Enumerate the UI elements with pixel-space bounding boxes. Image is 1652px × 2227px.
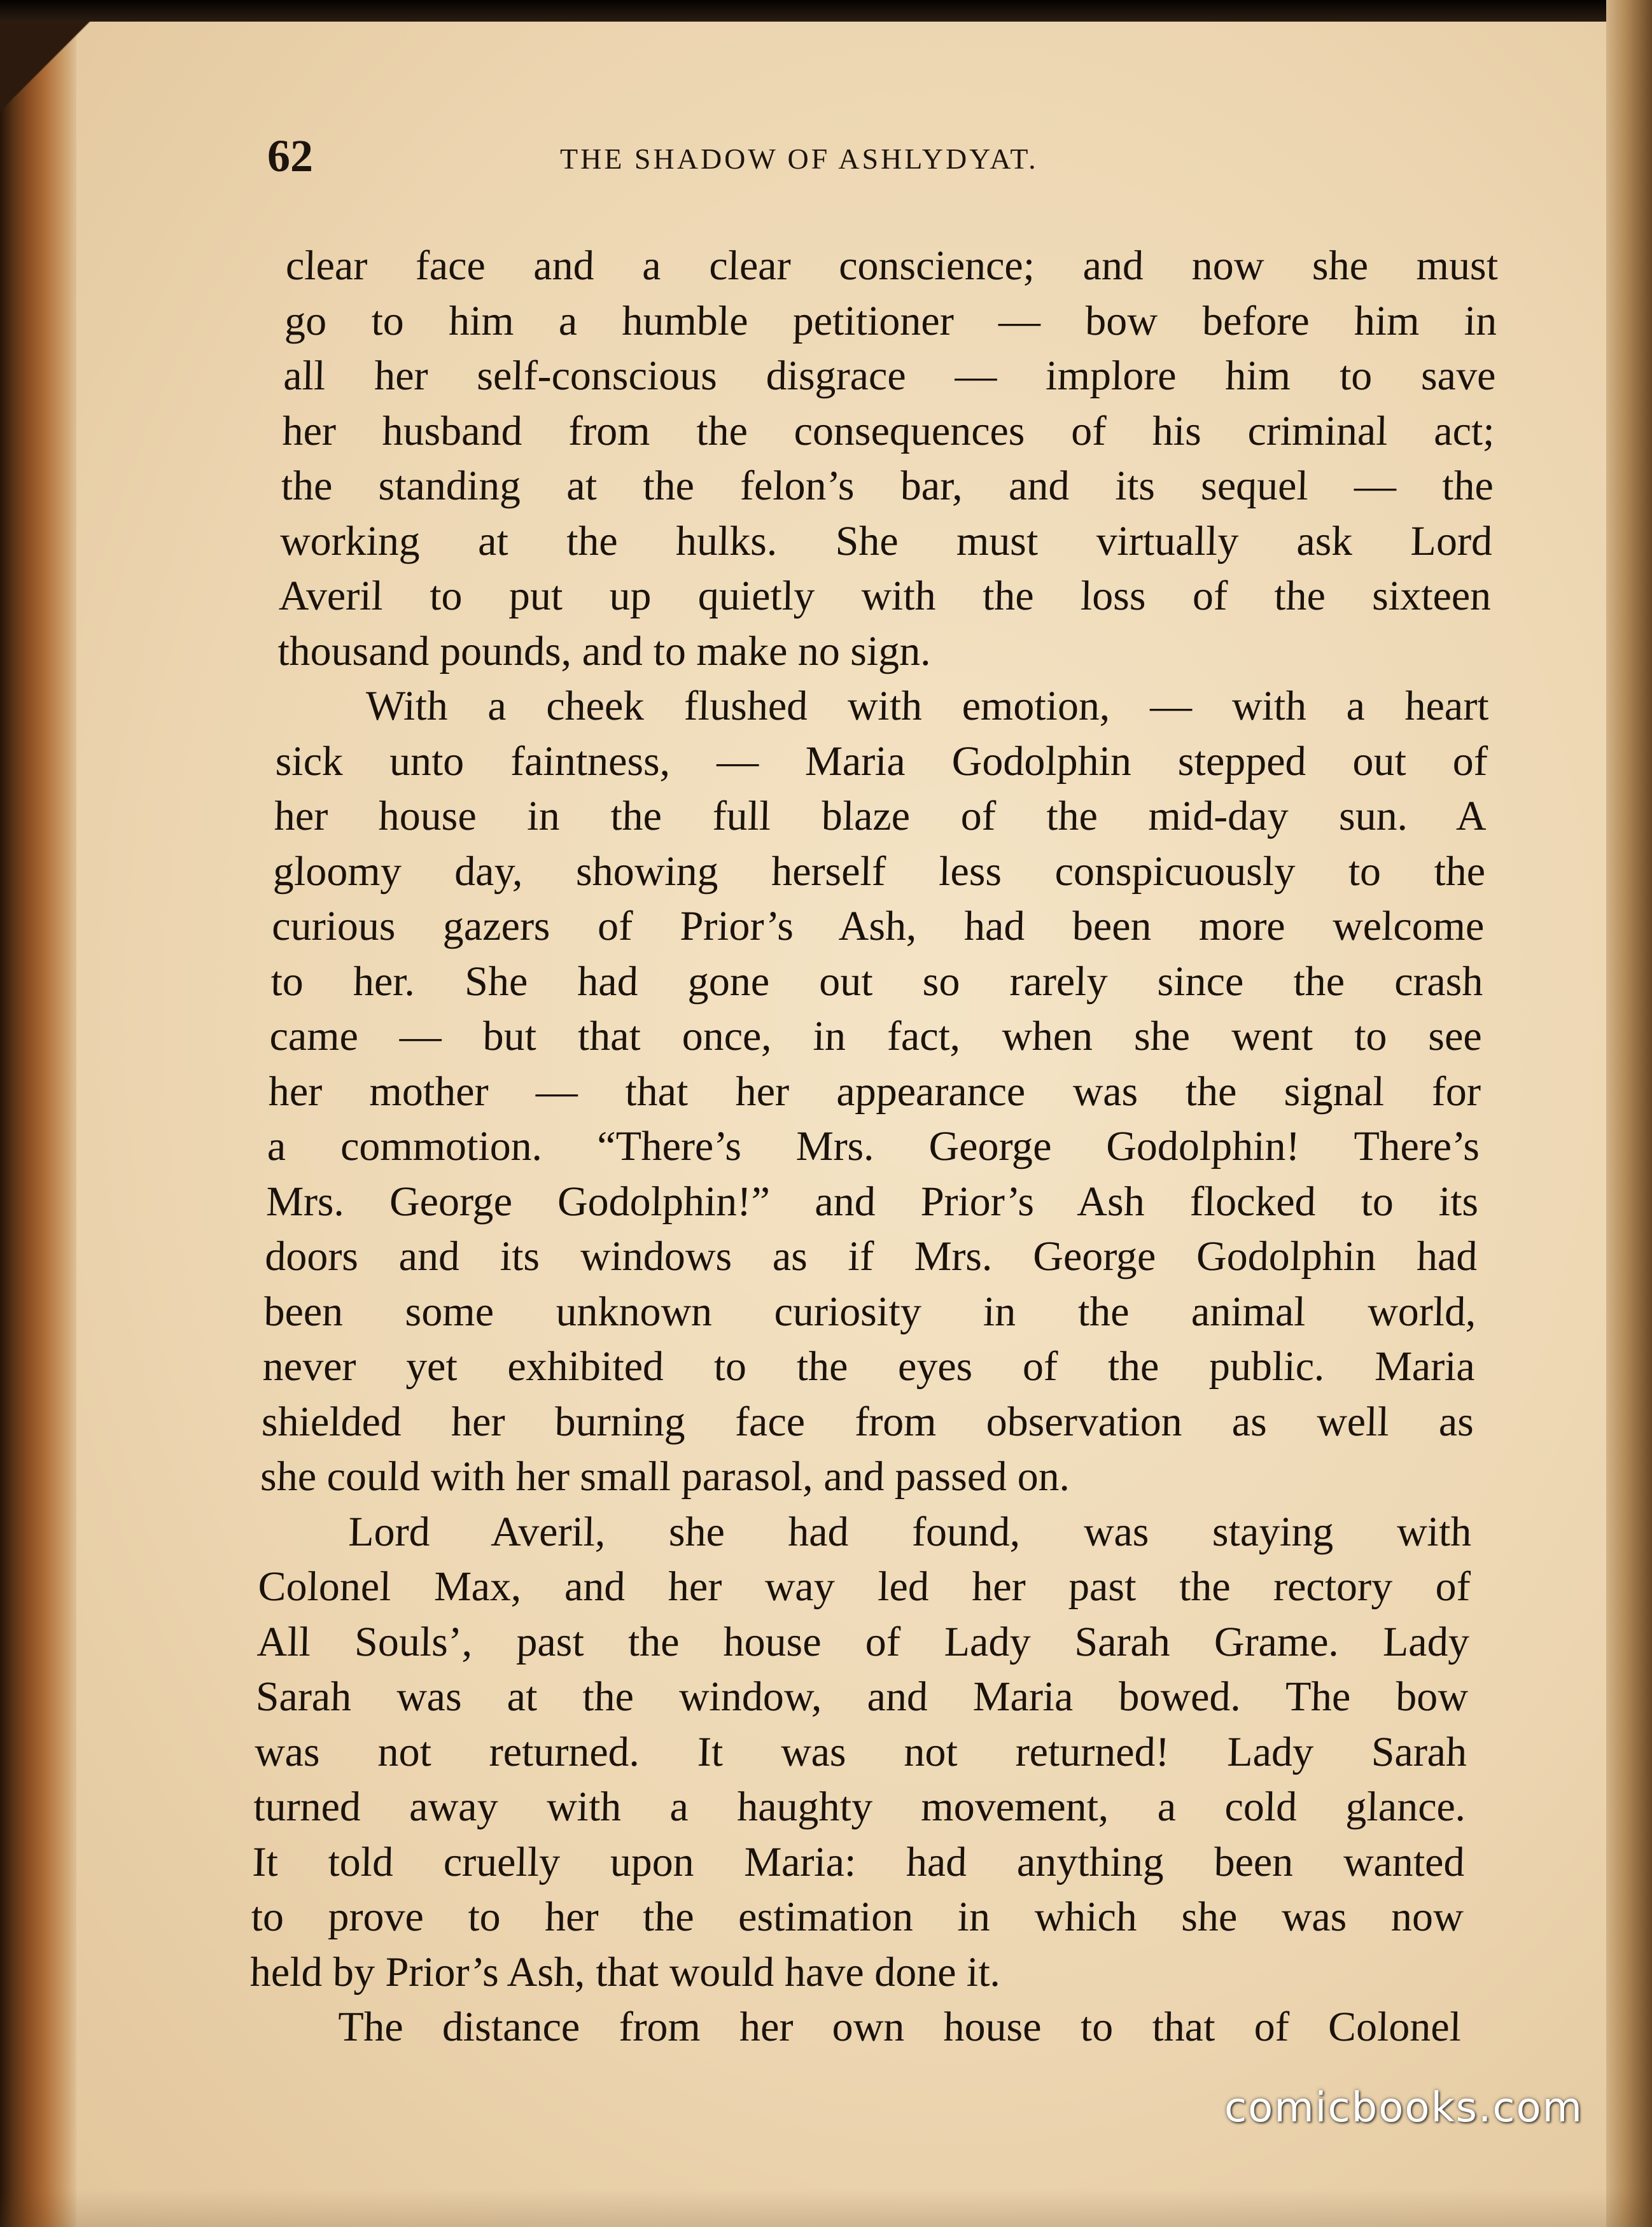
text-line: sick unto faintness, — Maria Godolphin stepped out of	[275, 737, 1488, 785]
text-line: been some unknown curiosity in the animal world,	[263, 1288, 1477, 1335]
text-line: her mother — that her appearance was the signal for	[268, 1068, 1481, 1115]
right-page-edges	[1606, 0, 1652, 2227]
text-line: All Souls’, past the house of Lady Sarah Grame. Lady	[256, 1618, 1470, 1665]
text-line: she could with her small parasol, and passed on.	[260, 1453, 1071, 1500]
text-line: clear face and a clear conscience; and now she must	[285, 242, 1499, 289]
text-line: turned away with a haughty movement, a cold glance.	[253, 1784, 1467, 1830]
running-header	[267, 127, 1515, 185]
text-line: her husband from the consequences of his criminal act;	[281, 407, 1495, 454]
text-line: Lord Averil, she had found, was staying with	[347, 1508, 1473, 1555]
text-line: Averil to put up quietly with the loss of the sixteen	[278, 573, 1492, 619]
text-line: to her. She had gone out so rarely since the crash	[270, 958, 1484, 1005]
text-line: came — but that once, in fact, when she went to see	[269, 1013, 1483, 1059]
text-line: curious gazers of Prior’s Ash, had been more welcome	[271, 903, 1485, 949]
text-line: working at the hulks. She must virtually ask Lord	[279, 517, 1493, 564]
page-number: 62	[267, 130, 313, 181]
text-line: Sarah was at the window, and Maria bowed. The bow	[255, 1673, 1469, 1720]
text-line: never yet exhibited to the eyes of the public. Maria	[262, 1343, 1476, 1390]
text-line: the standing at the felon’s bar, and its sequel — the	[281, 463, 1494, 509]
text-line: The distance from her own house to that of Colonel	[337, 2004, 1462, 2050]
watermark: comicbooks.com	[1224, 2084, 1583, 2132]
spine-fold-corner	[0, 22, 102, 117]
text-line: held by Prior’s Ash, that would have done it.	[249, 1948, 1002, 1995]
text-line: Colonel Max, and her way led her past the rectory of	[257, 1563, 1471, 1610]
text-line: shielded her burning face from observation as well as	[261, 1398, 1474, 1445]
text-line: thousand pounds, and to make no sign.	[277, 627, 932, 674]
top-dark-band	[0, 0, 1652, 22]
text-line: With a cheek flushed with emotion, — with a heart	[365, 683, 1490, 729]
text-line: her house in the full blaze of the mid-day sun. A	[274, 793, 1487, 839]
running-title: THE SHADOW OF ASHLYDYAT.	[560, 143, 1039, 175]
text-line: Mrs. George Godolphin!” and Prior’s Ash flocked to its	[265, 1178, 1480, 1225]
bottom-shadow	[0, 2189, 1652, 2227]
text-line: all her self-conscious disgrace — implore him to save	[283, 353, 1497, 399]
text-line: It told cruelly upon Maria: had anything been wanted	[251, 1838, 1466, 1885]
body-text	[248, 239, 1499, 2055]
text-line: doors and its windows as if Mrs. George Godolphin had	[264, 1233, 1478, 1280]
text-line: go to him a humble petitioner — bow before him in	[284, 297, 1498, 344]
text-line: to prove to her the estimation in which she was now	[250, 1894, 1464, 1940]
book-spine-edge	[0, 22, 76, 2227]
text-line: was not returned. It was not returned! Lady Sarah	[254, 1728, 1467, 1775]
text-line: a commotion. “There’s Mrs. George Godolphin! There’s	[267, 1123, 1480, 1169]
text-line: gloomy day, showing herself less conspicuously to the	[272, 848, 1486, 895]
